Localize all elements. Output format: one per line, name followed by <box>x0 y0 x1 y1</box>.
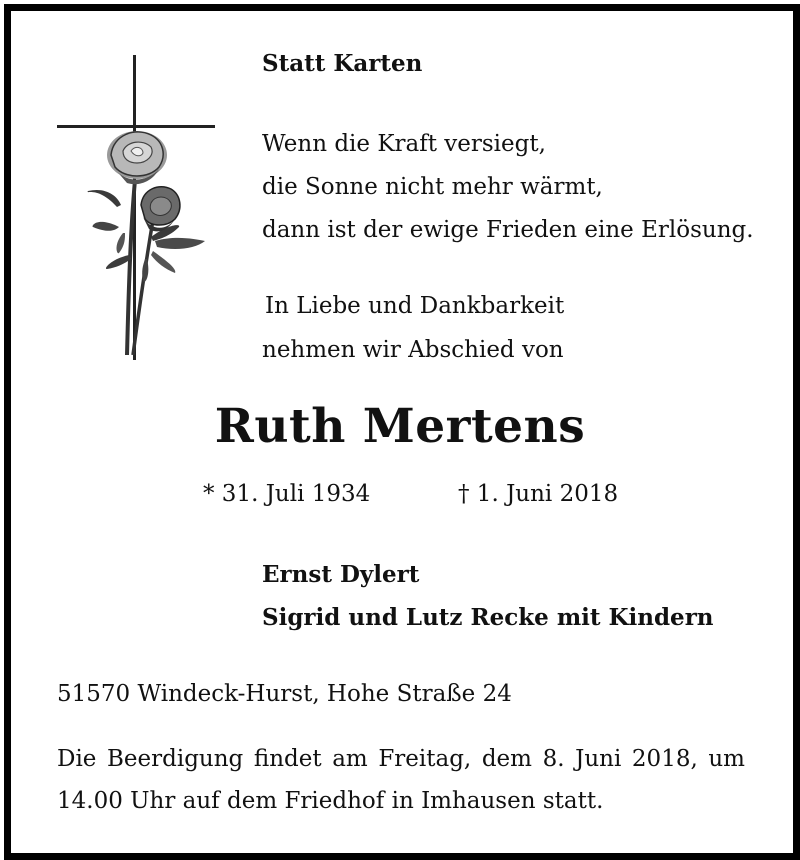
cross-with-roses-icon <box>55 55 217 365</box>
birth-date: * 31. Juli 1934 <box>203 481 371 507</box>
death-date: † 1. Juni 2018 <box>458 481 619 507</box>
heading-statt-karten: Statt Karten <box>262 50 423 77</box>
address: 51570 Windeck-Hurst, Hohe Straße 24 <box>57 681 512 707</box>
mourner-2: Sigrid und Lutz Recke mit Kindern <box>262 604 714 631</box>
intro-line-1: In Liebe und Dankbarkeit <box>265 293 565 319</box>
poem-line-3: dann ist der ewige Frieden eine Erlösung. <box>262 217 754 243</box>
funeral-notice: Die Beerdigung findet am Freitag, dem 8. Juni 2018, um 14.00 Uhr auf dem Friedhof in Imhausen statt. <box>57 746 745 814</box>
intro-line-2: nehmen wir Abschied von <box>262 337 564 363</box>
poem-line-2: die Sonne nicht mehr wärmt, <box>262 174 603 200</box>
mourner-1: Ernst Dylert <box>262 561 420 588</box>
poem-line-1: Wenn die Kraft versiegt, <box>262 131 546 157</box>
deceased-name: Ruth Mertens <box>214 399 586 454</box>
